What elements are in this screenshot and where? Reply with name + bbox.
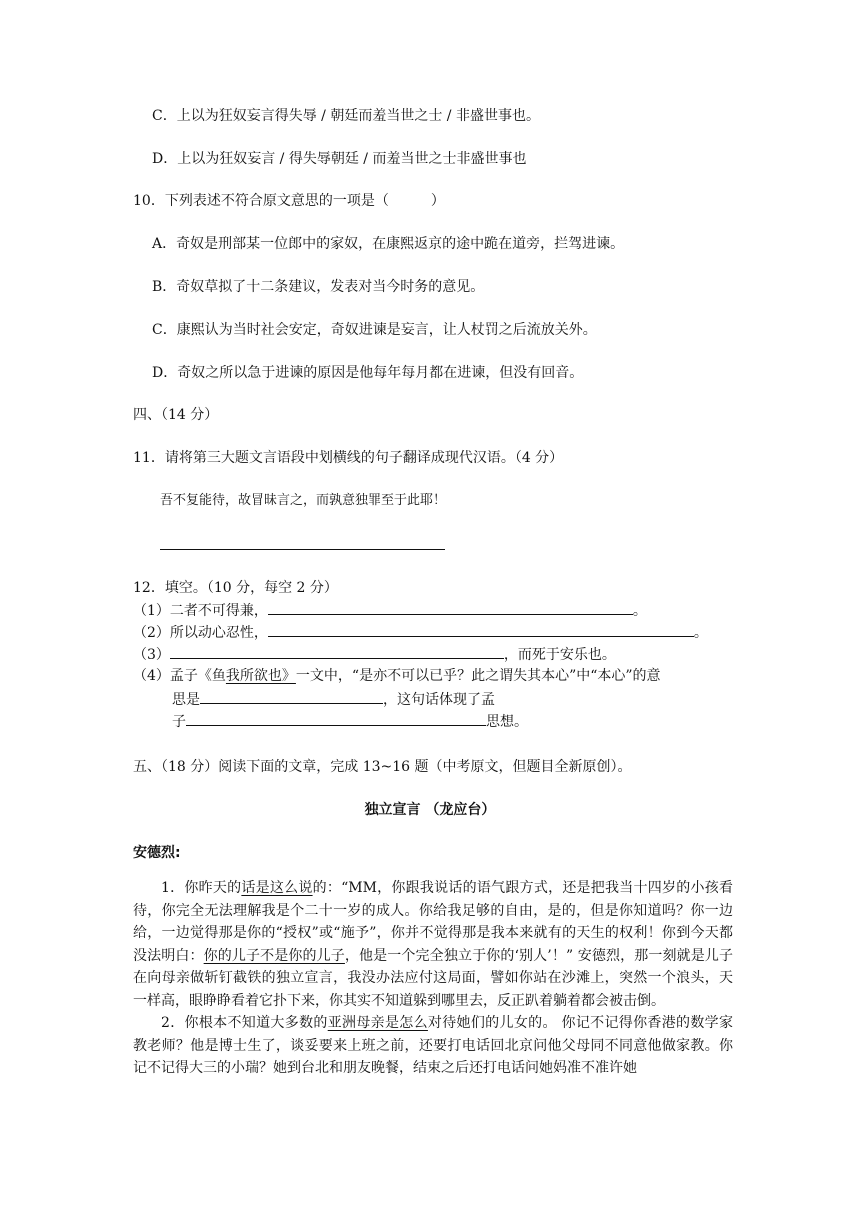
p1-underlined-a: 话是这么说 <box>241 880 313 896</box>
q12-stem: 12．填空。（10 分，每空 2 分） <box>133 580 338 596</box>
q12-item-4-line1 <box>133 666 661 686</box>
q12-item-2-suffix: 。 <box>693 625 708 641</box>
p1-underlined-b: 你的儿子不是你的儿子 <box>203 947 345 964</box>
q10-option-c: C．康熙认为当时社会安定，奇奴进谏是妄言，让人杖罚之后流放关外。 <box>152 322 597 338</box>
q12-item-4-meaning-label: 思是 <box>172 692 200 708</box>
q11-answer-line <box>160 549 445 550</box>
q12-item-4-line2 <box>172 689 495 710</box>
q12-item-4-reflect: ，这句话体现了孟 <box>383 692 495 708</box>
q12-item-3-suffix: ，而死于安乐也。 <box>503 647 616 663</box>
q12-item-3 <box>133 644 616 665</box>
q12-item-4-line3 <box>172 711 528 732</box>
p2-text-b: 对待她们的儿女的。 你记不记得你香港的数学家教老师？他是博士生了，谈妥要来上班之前，还要打电话回北京问他父母同不同意他做家教。你记不记得大三的小瑞？她到台北和朋友晚餐，结束之后还打电话问她妈准不准许她 <box>133 1015 733 1076</box>
q12-item-4-underlined: 我所欲也》 <box>225 668 296 684</box>
q12-item-4-thought: 思想。 <box>486 714 528 730</box>
paragraph-1 <box>133 877 733 1012</box>
q10-option-a: A．奇奴是刑部某一位郎中的家奴，在康熙返京的途中跪在道旁，拦驾进谏。 <box>152 236 625 252</box>
q12-item-4-text: 一文中，“是亦不可以已乎？此之谓失其本心”中“本心”的意 <box>295 668 661 684</box>
q12-item-2 <box>133 622 708 643</box>
article-body <box>133 877 733 1080</box>
q10-option-b: B．奇奴草拟了十二条建议，发表对当今时务的意见。 <box>152 279 485 295</box>
p1-text-a: 1．你昨天的 <box>161 880 242 896</box>
p1-text-b: 的：“MM，你跟我说话的语气跟方式，还是把我当十四岁的小孩看待，你完全无法理解我是个二十一岁的成人。你给我足够的自由，是的，但是你知道吗？你一边给，一边觉得那是你的“授权”或“施予”，你并不觉得那是我本来就有的天生的权利！你到今天都没法明白： <box>133 880 733 964</box>
q12-item-4-prefix: （4）孟子《鱼 <box>133 668 226 684</box>
q12-blank-2[interactable] <box>268 622 694 637</box>
q9-option-d: D．上以为狂奴妄言 / 得失辱朝廷 / 而羞当世之士非盛世事也 <box>152 151 527 167</box>
q12-blank-4[interactable] <box>200 689 383 704</box>
p1-text-c: ，他是一个完全独立于你的‘别人’！” 安德烈，那一刻就是儿子在向母亲做斩钉截铁的独立宣言，我没办法应付这局面，譬如你站在沙滩上，突然一个浪头，天一样高，眼睁睁看着它扑下来，你其实不知道躲到哪里去，反正趴着躺着都会被击倒。 <box>133 947 733 1009</box>
q11-stem: 11．请将第三大题文言语段中划横线的句子翻译成现代汉语。（4 分） <box>133 450 564 466</box>
q11-sentence: 吾不复能待，故冒昧言之，而孰意独罪至于此耶！ <box>160 493 447 508</box>
q12-item-1-suffix: 。 <box>632 603 647 619</box>
p2-underlined: 亚洲母亲是怎么 <box>327 1015 428 1031</box>
q12-item-1-prefix: （1）二者不可得兼， <box>133 603 268 619</box>
q12-blank-3[interactable] <box>170 644 504 659</box>
section5-heading: 五、（18 分）阅读下面的文章，完成 13~16 题（中考原文，但题目全新原创）。 <box>133 759 632 775</box>
q9-option-c: C．上以为狂奴妄言得失辱 / 朝廷而羞当世之士 / 非盛世事也。 <box>152 108 540 124</box>
paragraph-2 <box>133 1012 733 1080</box>
section4-heading: 四、（14 分） <box>133 407 219 423</box>
q12-item-1 <box>133 600 647 621</box>
q10-stem: 10．下列表述不符合原文意思的一项是（ ） <box>133 193 445 209</box>
p2-text-a: 2．你根本不知道大多数的 <box>161 1015 328 1031</box>
article-title: 独立宣言 （龙应台） <box>364 802 496 818</box>
q12-item-2-prefix: （2）所以动心忍性， <box>133 625 268 641</box>
letter-salutation: 安德烈: <box>133 845 181 861</box>
q10-option-d: D．奇奴之所以急于进谏的原因是他每年每月都在进谏，但没有回音。 <box>152 365 584 381</box>
q12-blank-5[interactable] <box>186 711 486 726</box>
q12-item-3-prefix: （3） <box>133 647 170 663</box>
q12-item-4-mencius: 子 <box>172 714 186 730</box>
q12-blank-1[interactable] <box>268 600 633 615</box>
